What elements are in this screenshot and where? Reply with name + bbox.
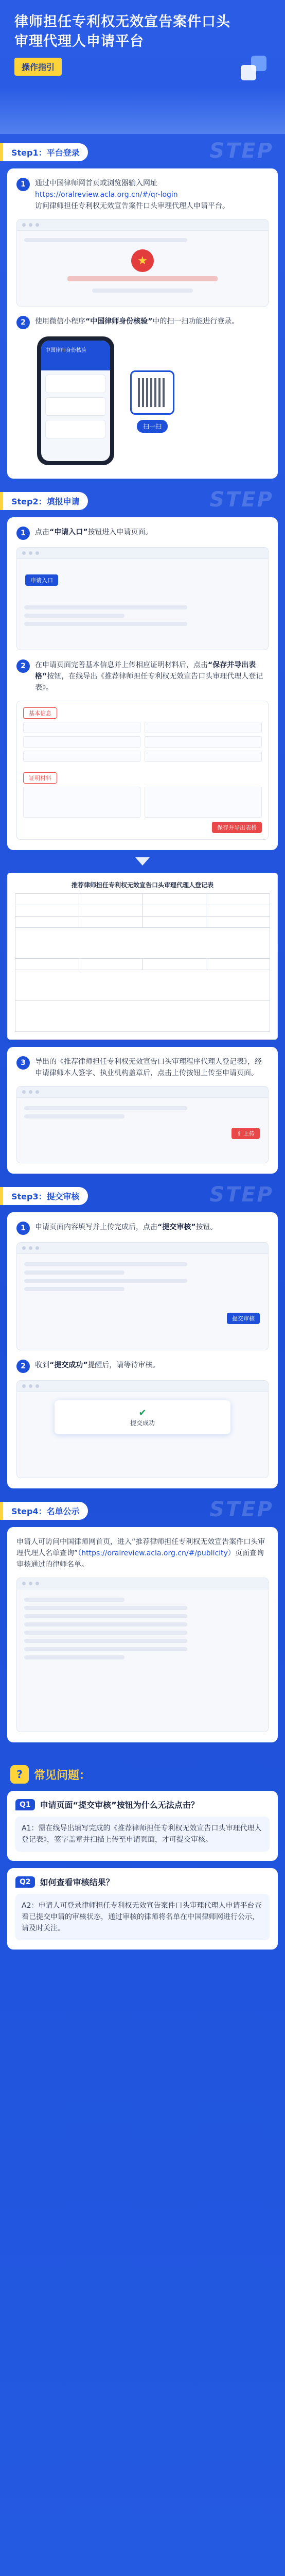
hero-banner (0, 0, 285, 134)
step2-section: Step2：填报申请 STEP 1 点击“申请入口”按钮进入申请页面。 申请入口 2 在申请页面完善基本信息并上传相应证明材料后，点击“保存并导出表格”按钮，在线导出《推荐律师担任专利权无效宣告口头审理代理人登记表》。 基本信息 证明材料 保存并导出表格 推荐律师担任专利权无效宣告口头审理代理人登记表 3 导出的《推荐律师担任专利权无效宣告口头审理程序代理人登记表》，经申请律师本人签字、执业机构盖章后，点击上传按钮上传至申请页面。 ⇪ 上传 (7, 479, 278, 1174)
step2-card (7, 517, 278, 850)
step2-item-1: 1 点击“申请入口”按钮进入申请页面。 (16, 527, 269, 540)
step2-item-2: 2 在申请页面完善基本信息并上传相应证明材料后，点击“保存并导出表格”按钮，在线导出《推荐律师担任专利权无效宣告口头审理代理人登记表》。 (16, 659, 269, 693)
step2-item-3: 3 导出的《推荐律师担任专利权无效宣告口头审理程序代理人登记表》，经申请律师本人签字、执业机构盖章后，点击上传按钮上传至申请页面。 (16, 1056, 269, 1079)
step1-card (7, 168, 278, 479)
upload-mock (16, 1086, 269, 1163)
step3-item-2: 2 收到“提交成功”提醒后，请等待审核。 (16, 1360, 269, 1373)
check-circle-icon: ✔ (138, 1408, 147, 1418)
step1-item-1: 1 通过中国律师网首页或浏览器输入网址 https://oralreview.acla.org.cn/#/qr-login 访问律师担任专利权无效宣告案件口头审理代理人申请平台。 (16, 178, 269, 212)
step1-tag: Step1：平台登录 (0, 143, 88, 161)
apply-entry-button[interactable]: 申请入口 (25, 574, 58, 586)
q2-tag: Q2 (15, 1876, 35, 1888)
arrow-down-icon (135, 857, 150, 866)
login-url-link[interactable]: https://oralreview.acla.org.cn/#/qr-login (35, 191, 178, 199)
submit-mock (16, 1242, 269, 1350)
apply-entry-mock (16, 547, 269, 650)
step4-tag: Step4：名单公示 (0, 1502, 88, 1520)
phone-mock (37, 336, 114, 465)
step2-tag: Step2：填报申请 (0, 492, 88, 510)
login-screen-mock (16, 219, 269, 307)
success-message: 提交成功 (130, 1419, 155, 1427)
step3-tag: Step3：提交审核 (0, 1187, 88, 1205)
q1-question: 申请页面“提交审核”按钮为什么无法点击？ (40, 1800, 199, 1810)
q2-question: 如何查看审核结果？ (40, 1877, 114, 1887)
step4-card: 申请人可访问中国律师网首页，进入“推荐律师担任专利权无效宣告案件口头审理代理人名单查询”（https://oralreview.acla.org.cn/#/publicity）页面查询审核通过的律师名单。 (7, 1527, 278, 1742)
step1-item-2: 2 使用微信小程序“中国律师身份核验”中的扫一扫功能进行登录。 (16, 316, 269, 329)
question-icon: ? (10, 1765, 29, 1784)
faq-item-1 (7, 1791, 278, 1861)
success-toast (55, 1400, 230, 1434)
step1-section (7, 134, 278, 479)
step2-upload-card (7, 1047, 278, 1174)
hero-title: 律师担任专利权无效宣告案件口头审理代理人申请平台 (14, 14, 230, 49)
publicity-url-link[interactable]: （https://oralreview.acla.org.cn/#/publicity） (78, 1549, 235, 1557)
proof-materials-tab[interactable]: 证明材料 (23, 772, 57, 784)
faq-header (10, 1765, 278, 1784)
publicity-list-mock (16, 1578, 269, 1732)
q1-answer: A1：需在线导出填写完成的《推荐律师担任专利权无效宣告口头审理代理人登记表》，签字盖章并扫描上传至申请页面，才可提交审核。 (15, 1817, 270, 1852)
faq-section (7, 1742, 278, 1970)
success-mock (16, 1380, 269, 1478)
upload-icon: ⇪ (237, 1130, 243, 1137)
submit-review-button[interactable]: 提交审核 (227, 1313, 260, 1324)
step3-item-1: 1 申请页面内容填写并上传完成后，点击“提交审核”按钮。 (16, 1222, 269, 1235)
q2-answer: A2：申请人可登录律师担任专利权无效宣告案件口头审理代理人申请平台查看已提交申请的审核状态，通过审核的律师将名单在中国律师网进行公示，请及时关注。 (15, 1894, 270, 1940)
save-export-button[interactable]: 保存并导出表格 (212, 822, 262, 833)
faq-title: 常见问题： (34, 1769, 91, 1782)
application-form-mock (16, 701, 269, 840)
hero-decoration-icon (236, 56, 266, 82)
basic-info-tab[interactable]: 基本信息 (23, 707, 57, 719)
qr-scan-icon (130, 370, 174, 415)
guide-badge: 操作指引 (14, 58, 62, 76)
scan-button[interactable]: 扫一扫 (137, 420, 168, 433)
registration-form-title: 推荐律师担任专利权无效宣告口头审理代理人登记表 (71, 882, 213, 889)
faq-item-2 (7, 1868, 278, 1950)
step4-section: Step4：名单公示 STEP 申请人可访问中国律师网首页，进入“推荐律师担任专利权无效宣告案件口头审理代理人名单查询”（https://oralreview.acla.org.cn/#/publicity）页面查询审核通过的律师名单。 (7, 1488, 278, 1742)
phone-header: 中国律师身份核验 (41, 341, 110, 370)
step-number: 1 (16, 178, 30, 191)
registration-form-preview (7, 873, 278, 1040)
step3-card (7, 1212, 278, 1488)
step-watermark: STEP (209, 139, 274, 163)
upload-button[interactable]: ⇪ 上传 (231, 1128, 260, 1139)
emblem-icon: ★ (131, 249, 154, 272)
q1-tag: Q1 (15, 1799, 35, 1810)
step3-section: Step3：提交审核 STEP 1 申请页面内容填写并上传完成后，点击“提交审核”按钮。 提交审核 2 收到“提交成功”提醒后，请等待审核。 ✔ 提交成功 (7, 1174, 278, 1488)
